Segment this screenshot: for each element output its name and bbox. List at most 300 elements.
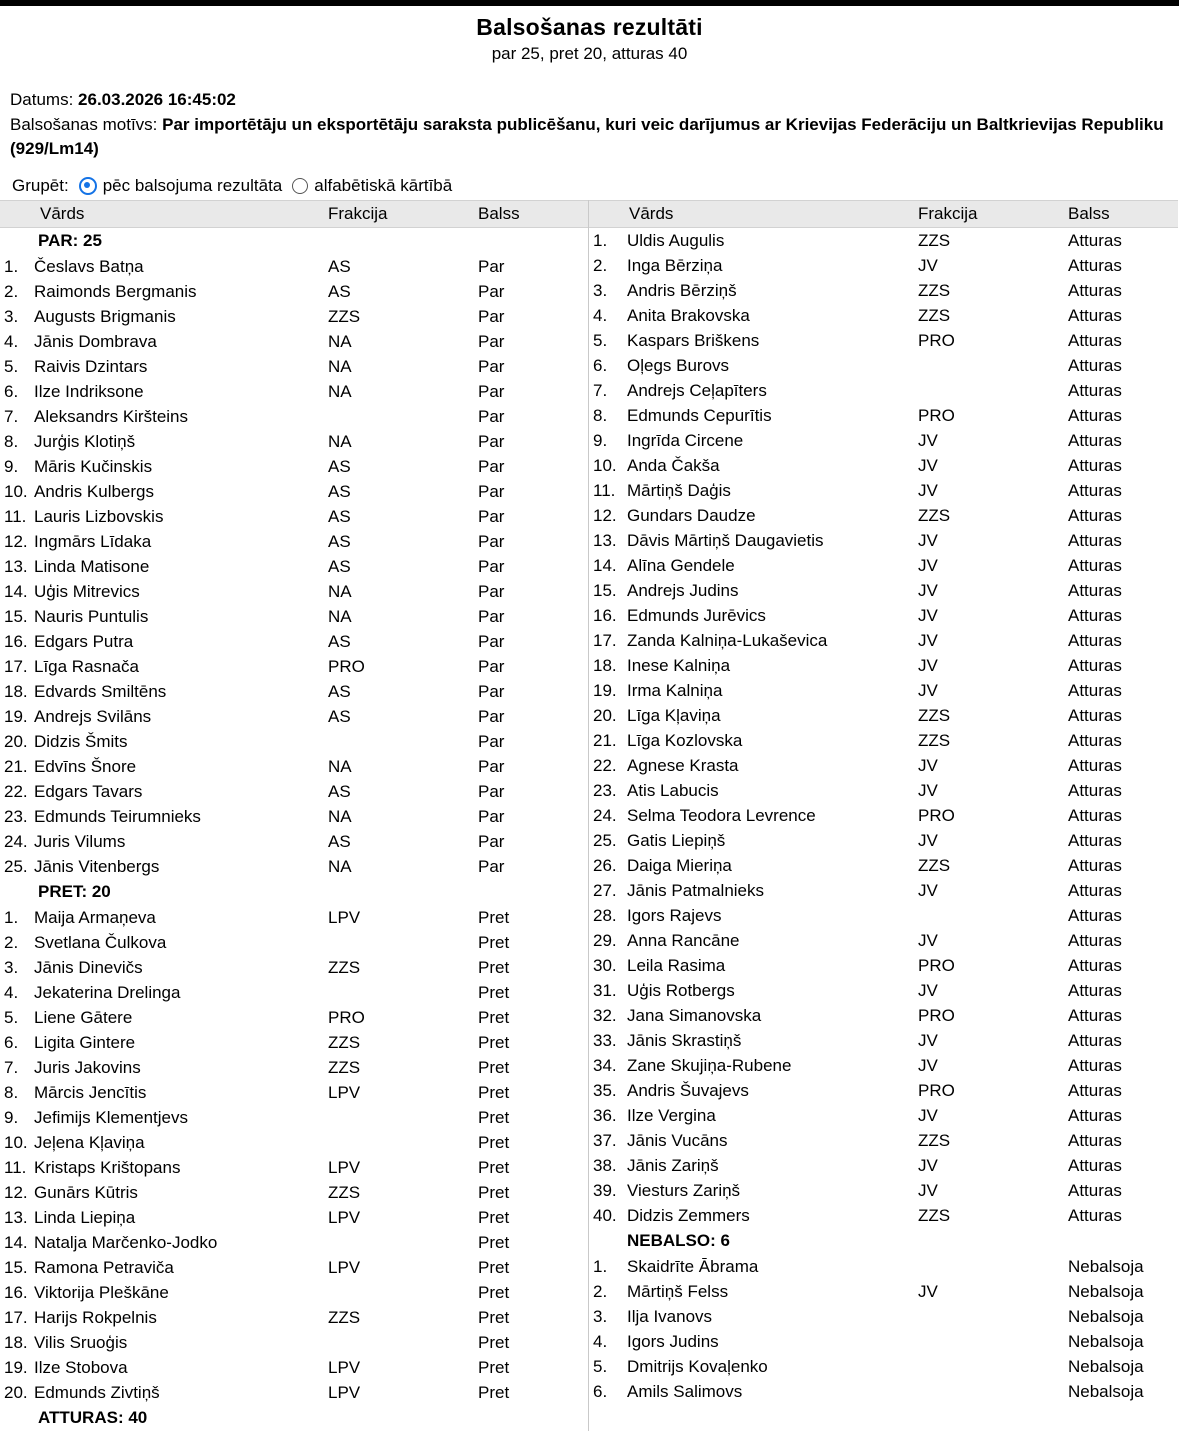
row-name: Aleksandrs Kiršteins (34, 406, 189, 426)
row-number: 12. (4, 531, 28, 551)
table-row (0, 704, 588, 729)
row-vote: Atturas (1068, 805, 1122, 825)
table-header-left (0, 200, 588, 228)
row-vote: Atturas (1068, 305, 1122, 325)
row-number: 11. (4, 1157, 27, 1177)
row-name: Zane Skujiņa-Rubene (627, 1055, 792, 1075)
row-fraction: JV (918, 655, 938, 675)
row-number: 31. (593, 980, 617, 1000)
row-vote: Atturas (1068, 980, 1122, 1000)
row-name: Inga Bērziņa (627, 255, 723, 275)
row-vote: Atturas (1068, 1155, 1122, 1175)
row-vote: Pret (478, 1232, 510, 1252)
radio-by-result[interactable] (79, 177, 97, 195)
row-fraction: LPV (328, 907, 361, 927)
row-name: Lauris Lizbovskis (34, 506, 164, 526)
row-name: Ilze Vergina (627, 1105, 716, 1125)
row-fraction: PRO (918, 805, 955, 825)
row-fraction: ZZS (918, 230, 951, 250)
row-vote: Atturas (1068, 905, 1122, 925)
table-row (0, 404, 588, 429)
row-vote: Pret (478, 1057, 510, 1077)
row-vote: Par (478, 456, 505, 476)
row-name: Edmunds Teirumnieks (34, 806, 201, 826)
row-number: 10. (4, 481, 28, 501)
row-number: 38. (593, 1155, 617, 1175)
row-name: Ramona Petraviča (34, 1257, 174, 1277)
row-number: 7. (593, 380, 608, 400)
row-fraction: JV (918, 455, 938, 475)
row-name: Gatis Liepiņš (627, 830, 726, 850)
table-row (0, 1005, 588, 1030)
row-fraction: AS (328, 281, 351, 301)
row-number: 10. (593, 455, 617, 475)
table-row (0, 379, 588, 404)
row-number: 19. (593, 680, 617, 700)
row-fraction: JV (918, 1281, 938, 1301)
row-vote: Par (478, 581, 505, 601)
row-fraction: NA (328, 756, 352, 776)
table-row (0, 1030, 588, 1055)
row-number: 7. (4, 1057, 19, 1077)
row-vote: Atturas (1068, 605, 1122, 625)
table-row (589, 678, 1178, 703)
row-name: Igors Rajevs (627, 905, 722, 925)
row-name: Jānis Vitenbergs (34, 856, 160, 876)
row-fraction: ZZS (918, 505, 951, 525)
table-row (0, 479, 588, 504)
section-label: ATTURAS: 40 (38, 1407, 148, 1427)
row-vote: Pret (478, 957, 510, 977)
row-number: 5. (593, 330, 608, 350)
motive-label: Balsošanas motīvs: (10, 114, 158, 134)
row-vote: Pret (478, 1182, 510, 1202)
results-columns (0, 200, 1179, 1431)
row-fraction: LPV (328, 1082, 361, 1102)
table-row (0, 1305, 588, 1330)
row-name: Nauris Puntulis (34, 606, 149, 626)
table-row (0, 529, 588, 554)
row-name: Jānis Zariņš (627, 1155, 719, 1175)
date-line (10, 88, 1170, 113)
table-row (0, 554, 588, 579)
row-fraction: PRO (918, 405, 955, 425)
row-name: Jurģis Klotiņš (34, 431, 136, 451)
table-row (0, 629, 588, 654)
row-name: Didzis Šmits (34, 731, 128, 751)
row-fraction: NA (328, 856, 352, 876)
meta-block (10, 88, 1170, 162)
table-row (0, 1380, 588, 1405)
row-vote: Atturas (1068, 230, 1122, 250)
row-number: 21. (593, 730, 617, 750)
row-fraction: JV (918, 930, 938, 950)
table-row (0, 854, 588, 879)
row-vote: Atturas (1068, 530, 1122, 550)
row-vote: Par (478, 431, 505, 451)
table-row (0, 754, 588, 779)
row-number: 4. (4, 331, 19, 351)
row-fraction: ZZS (918, 855, 951, 875)
row-number: 1. (593, 1256, 608, 1276)
row-vote: Atturas (1068, 730, 1122, 750)
row-fraction: JV (918, 630, 938, 650)
row-fraction: ZZS (918, 305, 951, 325)
row-vote: Par (478, 631, 505, 651)
row-fraction: JV (918, 780, 938, 800)
table-row (0, 980, 588, 1005)
row-vote: Par (478, 381, 505, 401)
table-row (0, 1055, 588, 1080)
row-number: 24. (593, 805, 617, 825)
header-fraction: Frakcija (918, 203, 978, 223)
row-number: 25. (4, 856, 28, 876)
row-name: Andris Bērziņš (627, 280, 737, 300)
row-fraction: NA (328, 431, 352, 451)
row-number: 34. (593, 1055, 617, 1075)
table-row (589, 378, 1178, 403)
row-vote: Par (478, 306, 505, 326)
row-fraction: NA (328, 581, 352, 601)
radio-alphabetical[interactable] (292, 178, 308, 194)
row-name: Jānis Dombrava (34, 331, 157, 351)
table-row (0, 304, 588, 329)
row-number: 17. (4, 656, 28, 676)
table-row (589, 903, 1178, 928)
row-vote: Atturas (1068, 855, 1122, 875)
row-number: 14. (593, 555, 617, 575)
row-vote: Atturas (1068, 455, 1122, 475)
row-vote: Atturas (1068, 255, 1122, 275)
row-name: Dmitrijs Kovaļenko (627, 1356, 768, 1376)
row-name: Gunārs Kūtris (34, 1182, 138, 1202)
row-vote: Pret (478, 1107, 510, 1127)
row-number: 22. (593, 755, 617, 775)
table-row (589, 1354, 1178, 1379)
row-number: 37. (593, 1130, 617, 1150)
row-number: 28. (593, 905, 617, 925)
table-row (0, 1355, 588, 1380)
row-fraction: ZZS (328, 306, 361, 326)
row-number: 3. (593, 1306, 608, 1326)
row-vote: Atturas (1068, 1055, 1122, 1075)
row-vote: Atturas (1068, 655, 1122, 675)
table-row (589, 978, 1178, 1003)
row-number: 18. (4, 1332, 28, 1352)
radio-alphabetical-label[interactable]: alfabētiskā kārtībā (314, 175, 453, 195)
row-fraction: JV (918, 555, 938, 575)
table-row (0, 1180, 588, 1205)
row-number: 1. (4, 907, 19, 927)
radio-by-result-label[interactable]: pēc balsojuma rezultāta (102, 175, 283, 195)
table-row (0, 829, 588, 854)
row-name: Edvards Smiltēns (34, 681, 167, 701)
row-vote: Pret (478, 932, 510, 952)
row-vote: Nebalsoja (1068, 1356, 1144, 1376)
table-row (0, 604, 588, 629)
row-name: Alīna Gendele (627, 555, 735, 575)
row-name: Dāvis Mārtiņš Daugavietis (627, 530, 824, 550)
row-name: Andrejs Ceļapīters (627, 380, 767, 400)
row-vote: Atturas (1068, 630, 1122, 650)
row-number: 18. (4, 681, 28, 701)
row-name: Edmunds Zivtiņš (34, 1382, 160, 1402)
row-vote: Atturas (1068, 480, 1122, 500)
row-number: 10. (4, 1132, 28, 1152)
row-vote: Pret (478, 1282, 510, 1302)
row-name: Česlavs Batņa (34, 256, 144, 276)
row-number: 39. (593, 1180, 617, 1200)
table-row (0, 1080, 588, 1105)
row-number: 16. (4, 1282, 28, 1302)
row-vote: Nebalsoja (1068, 1331, 1144, 1351)
page-title: Balsošanas rezultāti (476, 14, 703, 40)
table-row (0, 804, 588, 829)
row-name: Edvīns Šnore (34, 756, 137, 776)
row-fraction: JV (918, 1055, 938, 1075)
row-name: Jekaterina Drelinga (34, 982, 181, 1002)
row-number: 5. (593, 1356, 608, 1376)
row-fraction: AS (328, 556, 351, 576)
row-number: 14. (4, 581, 28, 601)
table-row (0, 454, 588, 479)
table-row (0, 729, 588, 754)
row-fraction: LPV (328, 1257, 361, 1277)
row-number: 15. (4, 1257, 28, 1277)
row-vote: Atturas (1068, 780, 1122, 800)
row-vote: Pret (478, 1007, 510, 1027)
row-vote: Atturas (1068, 1080, 1122, 1100)
row-number: 7. (4, 406, 19, 426)
table-row (0, 254, 588, 279)
table-row (589, 228, 1178, 253)
row-fraction: NA (328, 606, 352, 626)
table-row (589, 303, 1178, 328)
table-row (589, 828, 1178, 853)
row-number: 13. (4, 1207, 28, 1227)
row-vote: Atturas (1068, 880, 1122, 900)
header-fraction: Frakcija (328, 203, 388, 223)
row-name: Amils Salimovs (627, 1381, 743, 1401)
table-row (589, 1203, 1178, 1228)
row-vote: Atturas (1068, 430, 1122, 450)
table-row (0, 1130, 588, 1155)
row-number: 2. (593, 255, 608, 275)
row-name: Mārcis Jencītis (34, 1082, 147, 1102)
row-name: Kaspars Briškens (627, 330, 760, 350)
row-fraction: JV (918, 1105, 938, 1125)
row-name: Agnese Krasta (627, 755, 739, 775)
row-vote: Atturas (1068, 1030, 1122, 1050)
table-row (0, 779, 588, 804)
table-row (589, 278, 1178, 303)
row-name: Natalja Marčenko-Jodko (34, 1232, 218, 1252)
row-name: Jānis Dinevičs (34, 957, 143, 977)
row-name: Andris Kulbergs (34, 481, 155, 501)
table-row (0, 1330, 588, 1355)
table-row (0, 329, 588, 354)
row-fraction: ZZS (918, 1130, 951, 1150)
row-fraction: NA (328, 381, 352, 401)
row-vote: Atturas (1068, 555, 1122, 575)
row-number: 36. (593, 1105, 617, 1125)
section-label: PAR: 25 (38, 230, 102, 250)
row-fraction: JV (918, 605, 938, 625)
table-row (589, 1379, 1178, 1404)
row-vote: Atturas (1068, 330, 1122, 350)
row-fraction: ZZS (918, 1205, 951, 1225)
table-row (589, 478, 1178, 503)
row-name: Edgars Tavars (34, 781, 143, 801)
row-name: Jānis Patmalnieks (627, 880, 765, 900)
row-vote: Par (478, 656, 505, 676)
row-fraction: JV (918, 1180, 938, 1200)
row-number: 35. (593, 1080, 617, 1100)
row-number: 16. (4, 631, 28, 651)
row-number: 24. (4, 831, 28, 851)
row-name: Edmunds Jurēvics (627, 605, 766, 625)
top-black-bar (0, 0, 1179, 6)
row-number: 32. (593, 1005, 617, 1025)
row-vote: Atturas (1068, 1205, 1122, 1225)
table-row (589, 1053, 1178, 1078)
row-number: 5. (4, 356, 19, 376)
row-number: 33. (593, 1030, 617, 1050)
table-row (0, 1155, 588, 1180)
row-fraction: JV (918, 980, 938, 1000)
row-vote: Pret (478, 907, 510, 927)
row-name: Māris Kučinskis (34, 456, 153, 476)
table-row (589, 1153, 1178, 1178)
row-name: Linda Matisone (34, 556, 150, 576)
table-row (589, 328, 1178, 353)
row-name: Jefimijs Klementjevs (34, 1107, 188, 1127)
row-number: 15. (593, 580, 617, 600)
row-fraction: LPV (328, 1357, 361, 1377)
row-name: Atis Labucis (627, 780, 719, 800)
table-row (589, 628, 1178, 653)
row-vote: Par (478, 356, 505, 376)
row-fraction: AS (328, 706, 351, 726)
row-name: Juris Vilums (34, 831, 126, 851)
table-row (589, 778, 1178, 803)
row-number: 20. (4, 1382, 28, 1402)
motive-line (10, 113, 1170, 162)
row-fraction: NA (328, 806, 352, 826)
row-name: Līga Kozlovska (627, 730, 743, 750)
row-name: Harijs Rokpelnis (34, 1307, 157, 1327)
row-number: 4. (593, 1331, 608, 1351)
row-fraction: NA (328, 356, 352, 376)
table-row (0, 930, 588, 955)
row-vote: Nebalsoja (1068, 1381, 1144, 1401)
table-row (589, 453, 1178, 478)
row-number: 27. (593, 880, 617, 900)
row-number: 22. (4, 781, 28, 801)
row-name: Didzis Zemmers (627, 1205, 750, 1225)
motive-value: Par importētāju un eksportētāju saraksta publicēšanu, kuri veic darījumus ar Krievijas Federāciju un Baltkrievijas Republiku (929/Lm14) (10, 114, 1164, 159)
row-fraction: ZZS (328, 957, 361, 977)
row-name: Jānis Vucāns (627, 1130, 728, 1150)
row-vote: Par (478, 831, 505, 851)
page-subtitle: par 25, pret 20, atturas 40 (491, 44, 688, 63)
row-name: Kristaps Krištopans (34, 1157, 181, 1177)
row-name: Ilja Ivanovs (627, 1306, 713, 1326)
row-name: Ingmārs Līdaka (34, 531, 152, 551)
table-row (589, 403, 1178, 428)
row-name: Maija Armaņeva (34, 907, 156, 927)
row-number: 13. (593, 530, 617, 550)
row-vote: Atturas (1068, 280, 1122, 300)
row-vote: Atturas (1068, 1180, 1122, 1200)
row-fraction: LPV (328, 1157, 361, 1177)
table-row (589, 353, 1178, 378)
row-vote: Atturas (1068, 1130, 1122, 1150)
row-vote: Nebalsoja (1068, 1256, 1144, 1276)
row-name: Juris Jakovins (34, 1057, 141, 1077)
row-fraction: PRO (328, 656, 365, 676)
row-number: 12. (593, 505, 617, 525)
row-fraction: PRO (328, 1007, 365, 1027)
row-name: Anda Čakša (627, 455, 720, 475)
row-number: 9. (593, 430, 608, 450)
row-number: 6. (4, 1032, 19, 1052)
row-fraction: JV (918, 880, 938, 900)
header-name: Vārds (40, 203, 85, 223)
row-vote: Atturas (1068, 505, 1122, 525)
table-row (589, 603, 1178, 628)
row-fraction: ZZS (328, 1057, 361, 1077)
row-fraction: JV (918, 430, 938, 450)
group-label: Grupēt: (12, 175, 69, 195)
row-name: Līga Rasnača (34, 656, 139, 676)
table-row (589, 728, 1178, 753)
row-number: 20. (593, 705, 617, 725)
table-row (589, 1178, 1178, 1203)
row-fraction: JV (918, 580, 938, 600)
row-vote: Atturas (1068, 580, 1122, 600)
row-vote: Par (478, 281, 505, 301)
row-number: 15. (4, 606, 28, 626)
row-vote: Pret (478, 982, 510, 1002)
row-number: 11. (4, 506, 27, 526)
row-vote: Par (478, 506, 505, 526)
table-row (0, 429, 588, 454)
row-vote: Pret (478, 1157, 510, 1177)
row-number: 25. (593, 830, 617, 850)
table-row (589, 878, 1178, 903)
row-vote: Atturas (1068, 355, 1122, 375)
row-name: Raimonds Bergmanis (34, 281, 197, 301)
row-fraction: JV (918, 1155, 938, 1175)
table-row (0, 955, 588, 980)
row-vote: Par (478, 331, 505, 351)
row-fraction: JV (918, 830, 938, 850)
row-name: Selma Teodora Levrence (627, 805, 816, 825)
row-number: 6. (593, 355, 608, 375)
table-row (589, 578, 1178, 603)
row-vote: Atturas (1068, 830, 1122, 850)
row-name: Skaidrīte Ābrama (627, 1256, 759, 1276)
table-row (0, 579, 588, 604)
table-row (589, 253, 1178, 278)
row-number: 23. (593, 780, 617, 800)
row-fraction: AS (328, 631, 351, 651)
row-fraction: LPV (328, 1382, 361, 1402)
row-fraction: AS (328, 681, 351, 701)
row-fraction: PRO (918, 955, 955, 975)
row-fraction: NA (328, 331, 352, 351)
